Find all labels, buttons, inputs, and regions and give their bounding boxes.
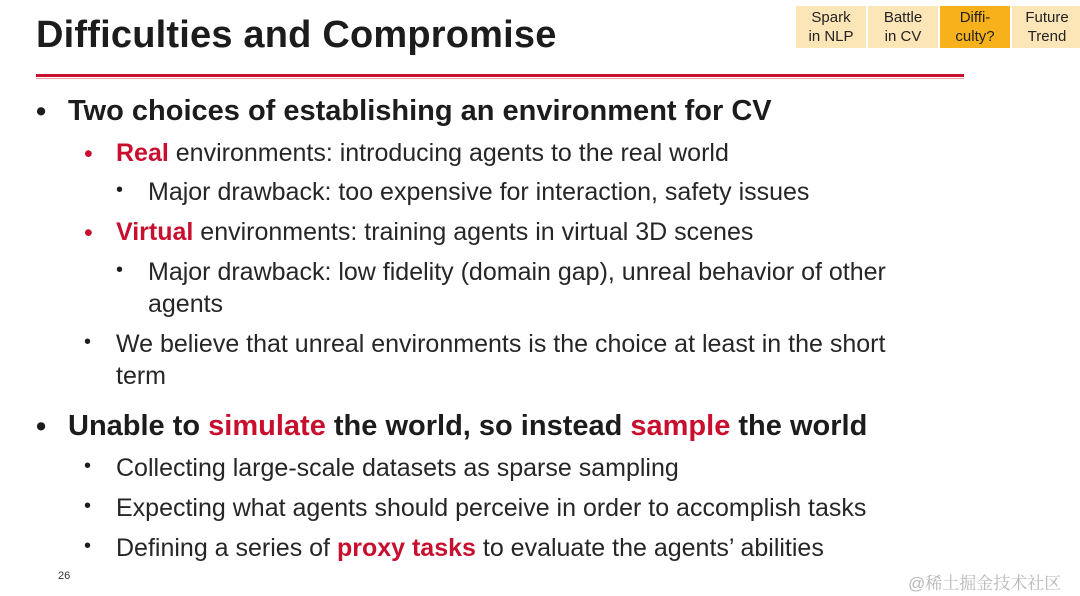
tab-spark-in-nlp[interactable]: Spark in NLP xyxy=(796,6,866,48)
bullet-virtual-drawback-line2: agents xyxy=(148,290,224,318)
bullet-expecting-perceive: Expecting what agents should perceive in order to accomplish tasks xyxy=(116,494,867,522)
tab-difficulty[interactable]: Diffi- culty? xyxy=(940,6,1010,48)
bullet-dot: • xyxy=(84,535,92,557)
bullet-real-text: environments: introducing agents to the real world xyxy=(168,139,729,167)
page-number: 26 xyxy=(58,570,71,582)
bullet-dot: • xyxy=(36,96,47,128)
bullet-dot: • xyxy=(84,331,92,353)
bullet-unable-to-simulate xyxy=(68,410,867,443)
tab-future-trend[interactable]: Future Trend xyxy=(1012,6,1080,48)
keyword-simulate: simulate xyxy=(208,410,326,442)
bullet-dot: • xyxy=(116,259,124,281)
bullet-we-believe-line2: term xyxy=(116,362,166,390)
bullet-dot: • xyxy=(84,140,93,168)
bullet-virtual-drawback-line1: Major drawback: low fidelity (domain gap), unreal behavior of other xyxy=(148,258,886,286)
text-part: the world, so instead xyxy=(325,410,631,442)
text-part: Defining a series of xyxy=(116,534,337,562)
bullet-real-env xyxy=(116,139,729,168)
keyword-virtual: Virtual xyxy=(116,218,194,246)
text-part: Unable to xyxy=(68,410,209,442)
text-part: the world xyxy=(730,410,868,442)
keyword-proxy-tasks: proxy tasks xyxy=(336,534,476,562)
slide-title: Difficulties and Compromise xyxy=(36,14,557,56)
bullet-dot: • xyxy=(84,495,92,517)
bullet-real-drawback: Major drawback: too expensive for interaction, safety issues xyxy=(148,178,810,206)
bullet-dot: • xyxy=(36,411,47,443)
watermark: @稀土掘金技术社区 xyxy=(908,574,1062,593)
tab-battle-in-cv[interactable]: Battle in CV xyxy=(868,6,938,48)
bullet-we-believe-line1: We believe that unreal environments is the choice at least in the short xyxy=(116,330,886,358)
bullet-dot: • xyxy=(116,179,124,201)
keyword-real: Real xyxy=(116,139,169,167)
bullet-dot: • xyxy=(84,455,92,477)
keyword-sample: sample xyxy=(630,410,731,442)
bullet-virtual-text: environments: training agents in virtual 3D scenes xyxy=(193,218,754,246)
bullet-virtual-env xyxy=(116,218,753,247)
bullet-collecting-datasets: Collecting large-scale datasets as sparse sampling xyxy=(116,454,679,482)
bullet-two-choices: Two choices of establishing an environment for CV xyxy=(68,95,772,127)
bullet-proxy-tasks xyxy=(116,534,824,563)
text-part: to evaluate the agents’ abilities xyxy=(475,534,824,562)
bullet-dot: • xyxy=(84,219,93,247)
